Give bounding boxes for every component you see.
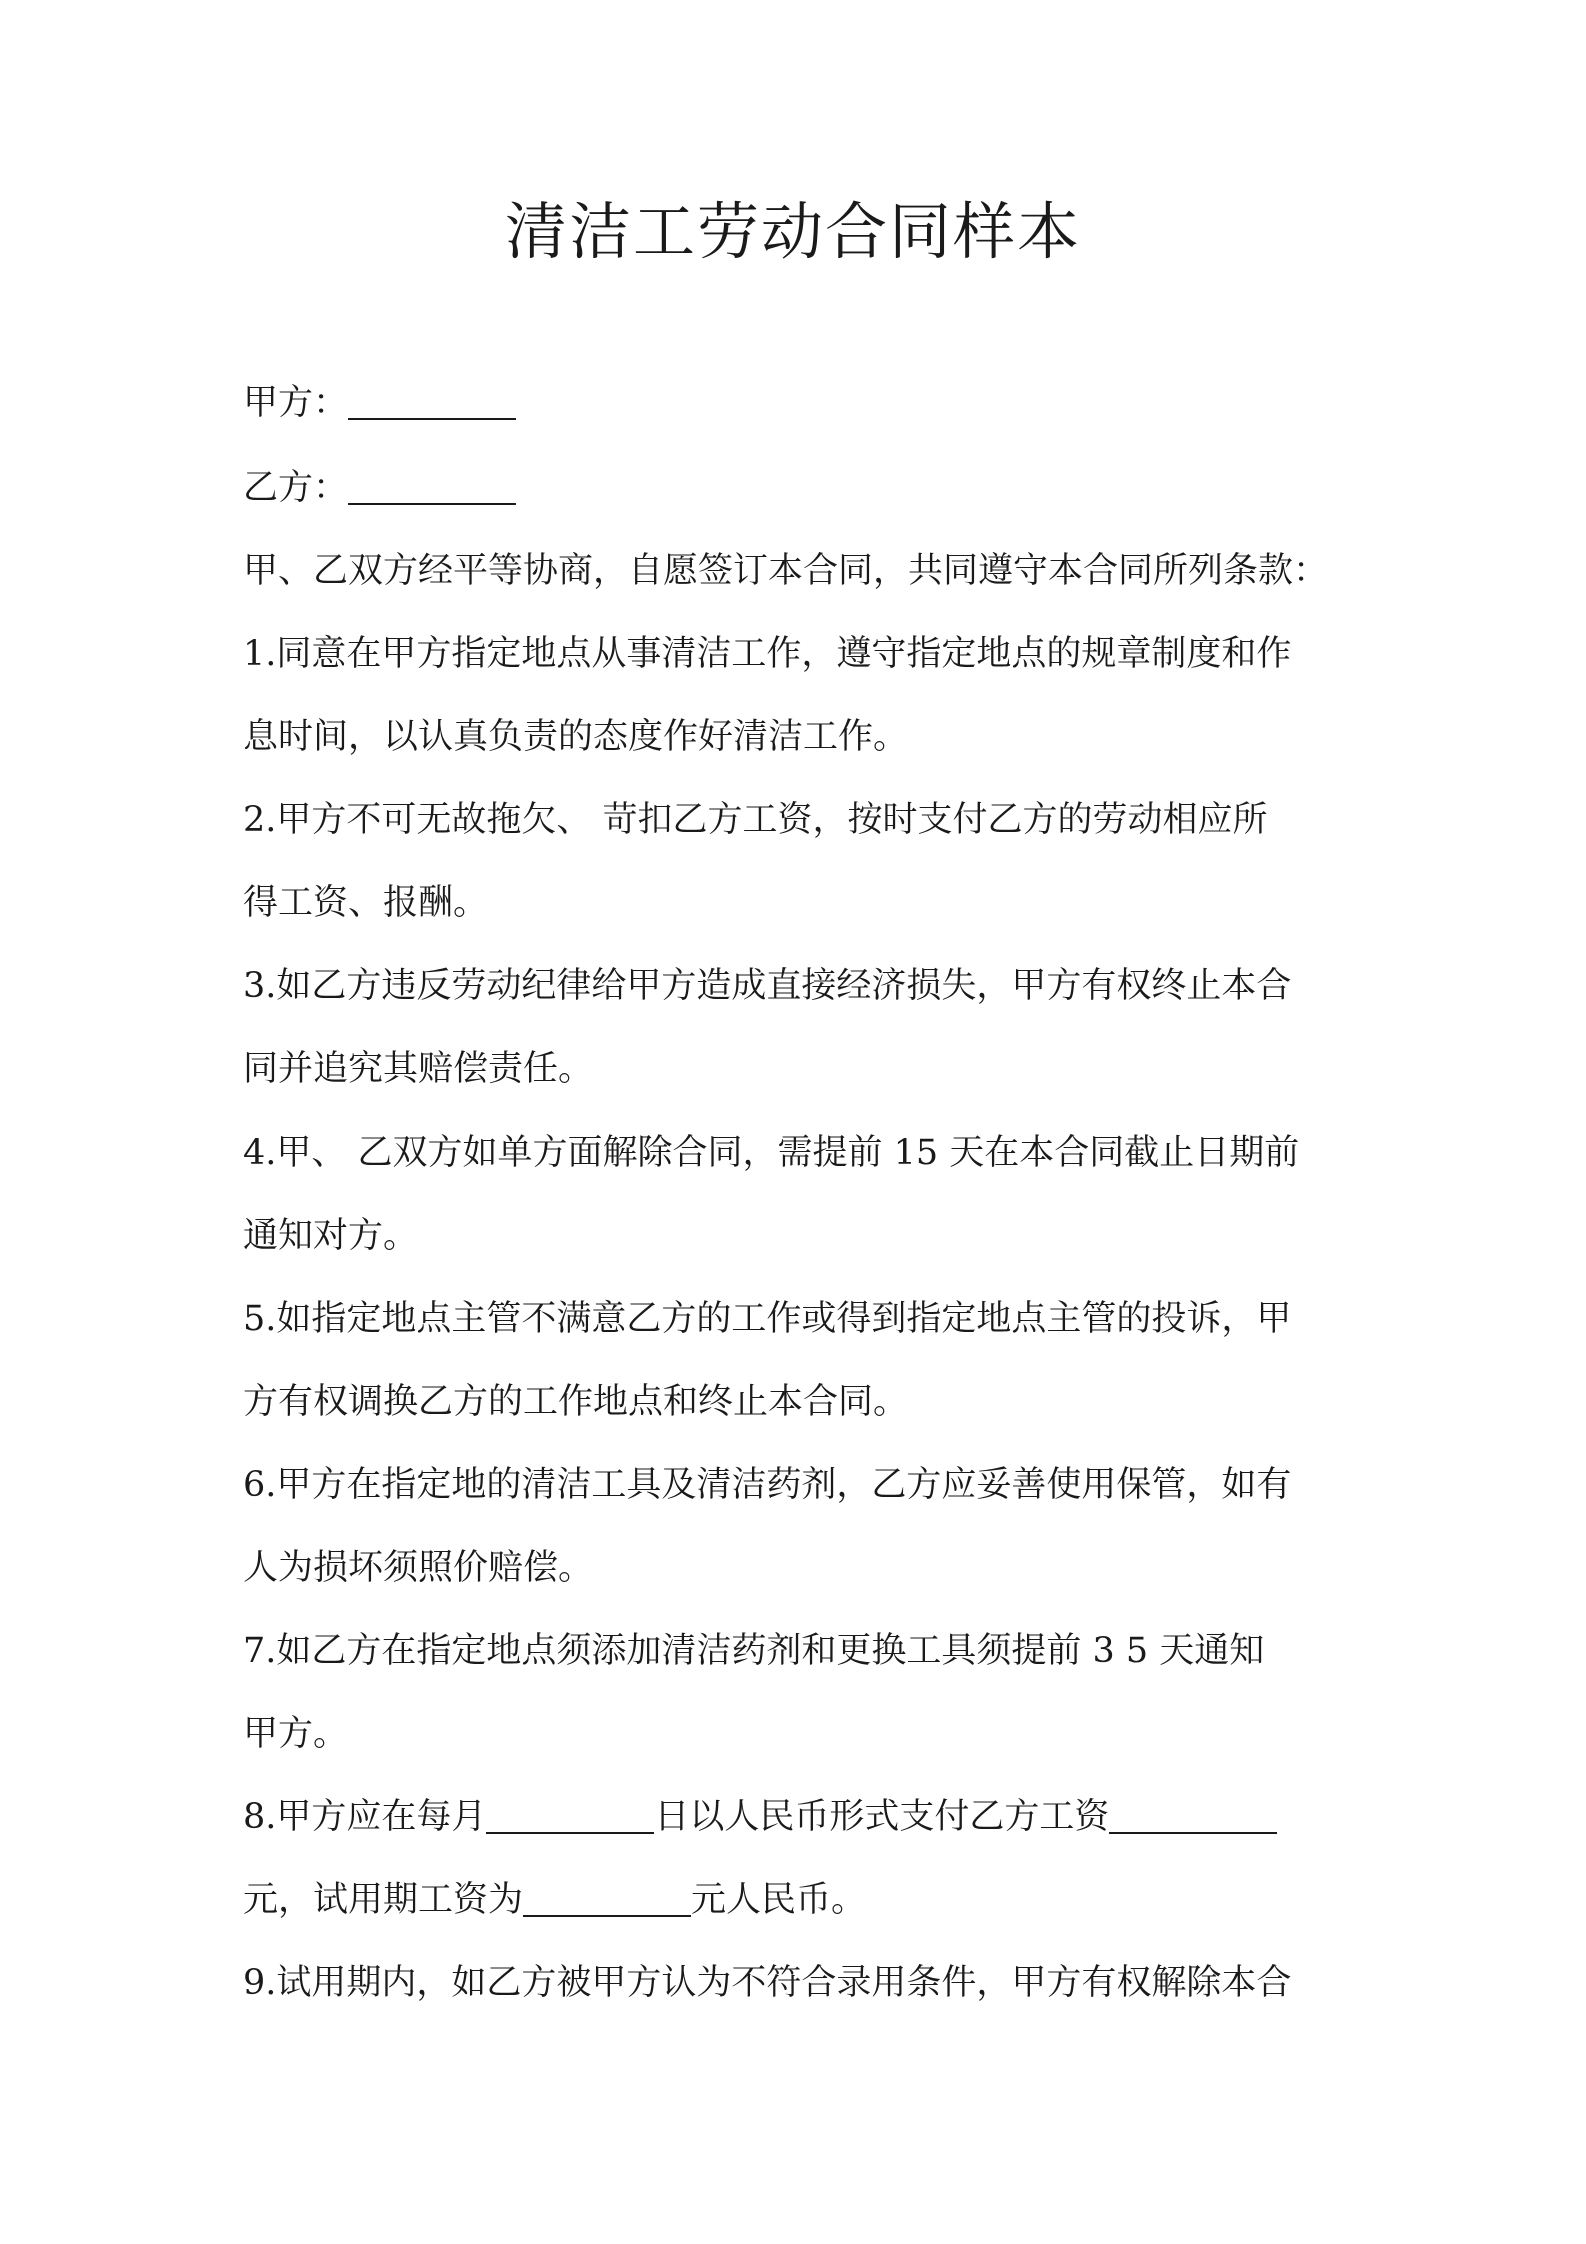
pay-day-blank [486, 1796, 654, 1834]
clause-8-text-b: 日以人民币形式支付乙方工资 [654, 1797, 1110, 1837]
clause-4-line-2: 通知对方。 [243, 1216, 419, 1256]
clause-3-line-1: 3.如乙方违反劳动纪律给甲方造成直接经济损失，甲方有权终止本合 [243, 966, 1292, 1006]
clause-8-text-c: 元，试用期工资为 [243, 1880, 524, 1920]
clause-2-line-2: 得工资、报酬。 [243, 883, 489, 923]
clause-8-line-1 [243, 1792, 1363, 1842]
party-b-blank [348, 467, 516, 505]
clause-2-line-1: 2.甲方不可无故拖欠、 苛扣乙方工资，按时支付乙方的劳动相应所 [243, 800, 1268, 840]
clause-5-line-2: 方有权调换乙方的工作地点和终止本合同。 [243, 1382, 909, 1422]
salary-blank [1109, 1796, 1277, 1834]
intro-paragraph: 甲、乙双方经平等协商，自愿签订本合同，共同遵守本合同所列条款： [243, 551, 1329, 591]
party-a-blank [348, 382, 516, 420]
clause-6-line-1: 6.甲方在指定地的清洁工具及清洁药剂，乙方应妥善使用保管，如有 [243, 1465, 1292, 1505]
clause-4-line-1: 4.甲、 乙双方如单方面解除合同，需提前 15 天在本合同截止日期前 [243, 1133, 1300, 1173]
clause-7-line-2: 甲方。 [243, 1714, 349, 1754]
clause-6-line-2: 人为损坏须照价赔偿。 [243, 1548, 594, 1588]
clause-9-line-1: 9.试用期内，如乙方被甲方认为不符合录用条件，甲方有权解除本合 [243, 1963, 1292, 2003]
party-a-label: 甲方： [243, 383, 349, 423]
clause-7-line-1: 7.如乙方在指定地点须添加清洁药剂和更换工具须提前 3 5 天通知 [243, 1631, 1265, 1671]
party-b-label: 乙方： [243, 468, 349, 508]
probation-salary-blank [523, 1879, 691, 1917]
clause-8-text-d: 元人民币。 [691, 1880, 867, 1920]
clause-3-line-2: 同并追究其赔偿责任。 [243, 1049, 594, 1089]
party-b-line [243, 463, 1363, 513]
clause-1-line-2: 息时间，以认真负责的态度作好清洁工作。 [243, 717, 909, 757]
document-title: 清洁工劳动合同样本 [504, 195, 1081, 268]
party-a-line [243, 378, 1363, 428]
clause-8-text-a: 8.甲方应在每月 [243, 1797, 487, 1837]
clause-8-line-2 [243, 1875, 1363, 1925]
clause-5-line-1: 5.如指定地点主管不满意乙方的工作或得到指定地点主管的投诉，甲 [243, 1299, 1292, 1339]
clause-1-line-1: 1.同意在甲方指定地点从事清洁工作，遵守指定地点的规章制度和作 [243, 634, 1292, 674]
